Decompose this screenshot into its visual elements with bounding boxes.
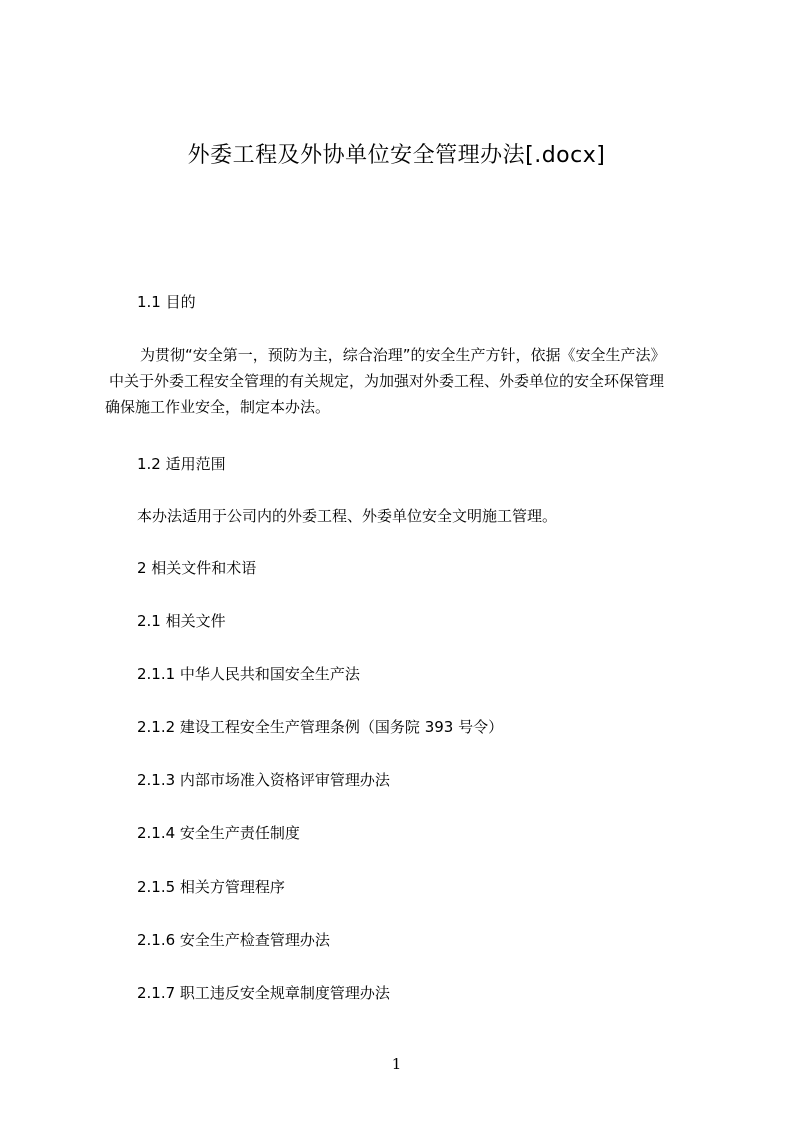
paragraph-line: 中关于外委工程安全管理的有关规定，为加强对外委工程、外委单位的安全环保管理	[109, 372, 665, 390]
list-item-2-1-2: 2.1.2 建设工程安全生产管理条例（国务院 393 号令）	[137, 718, 504, 736]
section-1-1-heading: 1.1 目的	[137, 293, 196, 311]
paragraph-line: 确保施工作业安全，制定本办法。	[105, 398, 331, 416]
list-item-2-1-6: 2.1.6 安全生产检查管理办法	[137, 931, 330, 949]
section-2-1-heading: 2.1 相关文件	[137, 612, 226, 630]
list-item-2-1-1: 2.1.1 中华人民共和国安全生产法	[137, 665, 360, 683]
list-item-2-1-3: 2.1.3 内部市场准入资格评审管理办法	[137, 771, 390, 789]
list-item-2-1-5: 2.1.5 相关方管理程序	[137, 878, 285, 896]
document-title: 外委工程及外协单位安全管理办法[.docx]	[187, 143, 606, 168]
paragraph-line: 为贯彻“安全第一，预防为主，综合治理”的安全生产方针，依据《安全生产法》	[140, 346, 666, 364]
list-item-2-1-4: 2.1.4 安全生产责任制度	[137, 824, 300, 842]
section-1-2-paragraph: 本办法适用于公司内的外委工程、外委单位安全文明施工管理。	[137, 507, 558, 525]
section-2-heading: 2 相关文件和术语	[137, 559, 257, 577]
page-number: 1	[391, 1055, 402, 1073]
section-1-1-paragraph	[105, 342, 725, 420]
list-item-2-1-7: 2.1.7 职工违反安全规章制度管理办法	[137, 984, 390, 1002]
section-1-2-heading: 1.2 适用范围	[137, 455, 226, 473]
